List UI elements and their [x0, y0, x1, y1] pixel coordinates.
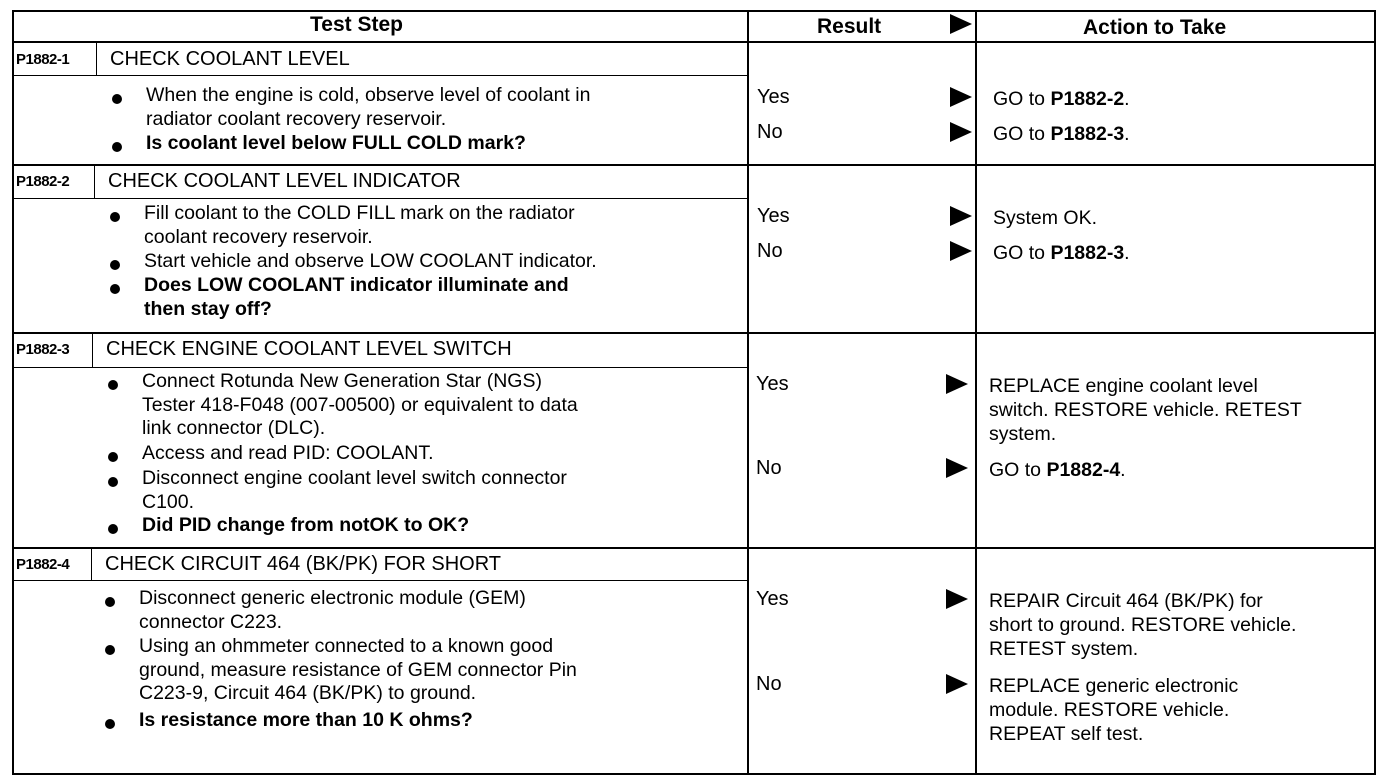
header-action: Action to Take [1083, 16, 1227, 39]
action-prefix: GO to [993, 123, 1051, 145]
action-text: REPLACE generic electronic [989, 675, 1239, 697]
action-text [993, 241, 1130, 265]
bullet-icon [108, 380, 118, 390]
bullet-icon [105, 719, 115, 729]
action-text: RETEST system. [989, 638, 1139, 660]
bullet-text: C223-9, Circuit 464 (BK/PK) to ground. [139, 682, 477, 704]
code-divider [92, 333, 93, 367]
bullet-text: Is resistance more than 10 K ohms? [139, 709, 473, 731]
bullet-text: ground, measure resistance of GEM connector Pin [139, 658, 577, 681]
result-label: Yes [757, 86, 790, 108]
result-label: Yes [756, 588, 789, 610]
title-divider [12, 580, 749, 581]
code-divider [96, 43, 97, 75]
action-text: REPEAT self test. [989, 723, 1144, 745]
title-divider [12, 198, 749, 199]
bullet-text: When the engine is cold, observe level of coolant in [146, 84, 591, 106]
result-arrow-icon [950, 122, 972, 142]
action-prefix: GO to [989, 459, 1047, 481]
action-text: module. RESTORE vehicle. [989, 699, 1230, 721]
bullet-icon [105, 597, 115, 607]
bullet-text: Is coolant level below FULL COLD mark? [146, 132, 526, 154]
bullet-text: Tester 418-F048 (007-00500) or equivalent to data [142, 393, 578, 416]
step-code: P1882-4 [16, 556, 70, 573]
border-right [1374, 10, 1376, 775]
step-code: P1882-1 [16, 51, 70, 68]
bullet-icon [105, 645, 115, 655]
result-arrow-icon [946, 674, 968, 694]
title-divider [12, 367, 749, 368]
column-divider-2 [975, 10, 977, 775]
bullet-text: Fill coolant to the COLD FILL mark on the radiator [144, 202, 575, 224]
bullet-text: Does LOW COOLANT indicator illuminate and [144, 274, 569, 296]
border-top [12, 10, 1376, 12]
bullet-icon [112, 94, 122, 104]
bullet-text: link connector (DLC). [142, 417, 326, 439]
row-divider [12, 332, 1376, 334]
step-title: CHECK COOLANT LEVEL INDICATOR [108, 170, 461, 192]
action-text: System OK. [993, 207, 1098, 229]
step-code: P1882-2 [16, 173, 70, 190]
bullet-text: Disconnect generic electronic module (GEM) [139, 587, 526, 609]
bullet-icon [108, 524, 118, 534]
result-label: Yes [756, 373, 789, 395]
action-text [993, 122, 1130, 146]
border-bottom [12, 773, 1376, 775]
result-arrow-icon [946, 458, 968, 478]
action-suffix: . [1124, 88, 1130, 110]
bullet-text: Access and read PID: COOLANT. [142, 442, 434, 464]
header-test-step: Test Step [310, 13, 403, 36]
step-code: P1882-3 [16, 341, 70, 358]
bullet-text: connector C223. [139, 610, 283, 633]
step-title: CHECK COOLANT LEVEL [110, 48, 350, 70]
title-divider [12, 75, 749, 76]
bullet-text: Disconnect engine coolant level switch connector [142, 467, 567, 489]
bullet-icon [108, 477, 118, 487]
result-label: No [756, 457, 782, 479]
action-text: system. [989, 423, 1057, 445]
header-divider [12, 41, 1376, 43]
action-text: REPAIR Circuit 464 (BK/PK) for [989, 590, 1263, 612]
bullet-text: Did PID change from notOK to OK? [142, 514, 470, 536]
action-suffix: . [1124, 242, 1130, 264]
action-text [993, 87, 1130, 111]
column-divider-1 [747, 10, 749, 775]
code-divider [94, 165, 95, 198]
action-text: REPLACE engine coolant level [989, 375, 1258, 397]
action-step-ref: P1882-2 [1050, 88, 1125, 110]
result-label: No [757, 121, 783, 143]
action-text: switch. RESTORE vehicle. RETEST [989, 399, 1302, 421]
action-prefix: GO to [993, 88, 1051, 110]
code-divider [91, 548, 92, 580]
bullet-text: radiator coolant recovery reservoir. [146, 107, 447, 130]
bullet-text: C100. [142, 490, 195, 513]
action-text: short to ground. RESTORE vehicle. [989, 614, 1297, 636]
bullet-text: Connect Rotunda New Generation Star (NGS) [142, 370, 542, 392]
bullet-text: coolant recovery reservoir. [144, 225, 373, 248]
result-arrow-icon [950, 87, 972, 107]
header-result: Result [817, 15, 882, 38]
action-suffix: . [1124, 123, 1130, 145]
bullet-text: Start vehicle and observe LOW COOLANT indicator. [144, 250, 597, 272]
bullet-icon [108, 452, 118, 462]
bullet-icon [110, 284, 120, 294]
result-label: No [757, 240, 783, 262]
result-label: Yes [757, 205, 790, 227]
bullet-text: then stay off? [144, 297, 272, 320]
row-divider [12, 547, 1376, 549]
action-prefix: GO to [993, 242, 1051, 264]
action-step-ref: P1882-3 [1050, 123, 1125, 145]
action-text [989, 458, 1126, 482]
action-step-ref: P1882-4 [1046, 459, 1121, 481]
bullet-text: Using an ohmmeter connected to a known good [139, 635, 554, 657]
step-title: CHECK ENGINE COOLANT LEVEL SWITCH [106, 338, 512, 360]
result-arrow-icon [950, 206, 972, 226]
step-title: CHECK CIRCUIT 464 (BK/PK) FOR SHORT [105, 553, 501, 575]
result-arrow-icon [950, 241, 972, 261]
bullet-icon [110, 212, 120, 222]
result-arrow-icon [946, 589, 968, 609]
bullet-icon [112, 142, 122, 152]
header-arrow-icon [950, 14, 972, 34]
action-suffix: . [1120, 459, 1126, 481]
bullet-icon [110, 260, 120, 270]
action-step-ref: P1882-3 [1050, 242, 1125, 264]
result-arrow-icon [946, 374, 968, 394]
row-divider [12, 164, 1376, 166]
result-label: No [756, 673, 782, 695]
border-left [12, 10, 14, 775]
